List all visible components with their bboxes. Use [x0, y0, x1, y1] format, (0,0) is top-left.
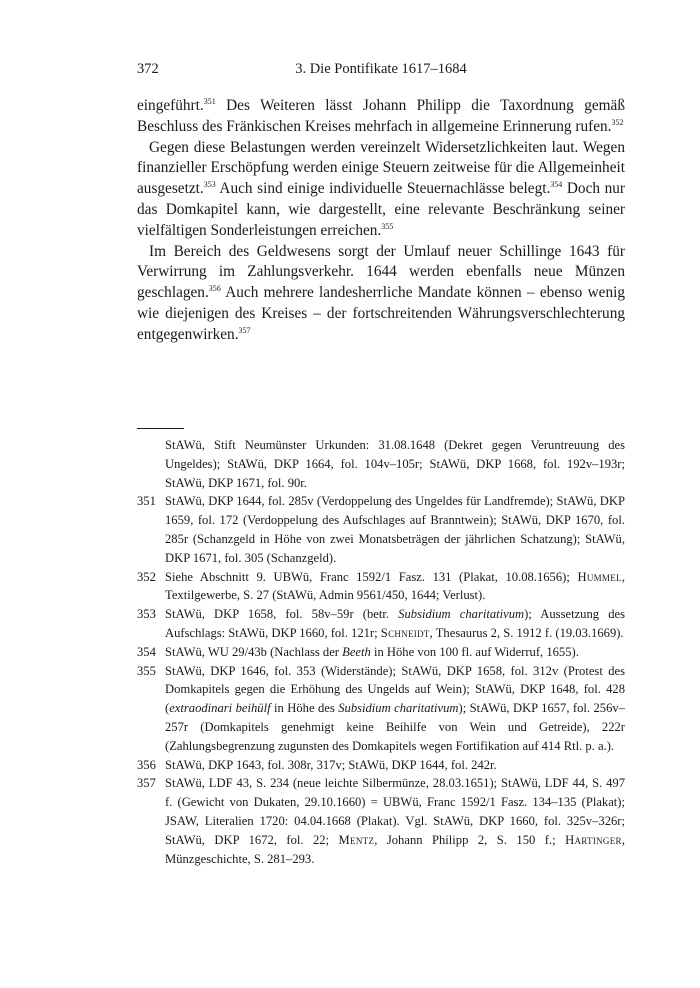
- footnote-ref-357: 357: [238, 325, 251, 335]
- footnote-357: 357 StAWü, LDF 43, S. 234 (neue leichte Silbermünze, 28.03.1651); StAWü, LDF 44, S. 497 f. (Gewicht von Dukaten, 29.10.1660) = UBWü, Franc 1592/1 Fasz. 134–135 (Plakat); JSAW, Literalien 1720: 04.04.1668 (Plakat). Vgl. StAWü, DKP 1660, fol. 325v–326r; StAWü, DKP 1672, fol. 22; Mentz, Johann Philipp 2, S. 150 f.; Hartinger, Münzgeschichte, S. 281–293.: [137, 776, 625, 866]
- footnote-353: 353 StAWü, DKP 1658, fol. 58v–59r (betr. Subsidium charitativum); Aussetzung des Aufschlags: StAWü, DKP 1660, fol. 121r; Schneidt, Thesaurus 2, S. 1912 f. (19.03.1669).: [137, 607, 625, 640]
- footnote-separator: [137, 428, 184, 429]
- main-text: [137, 96, 625, 346]
- page-header: [137, 61, 625, 83]
- footnote-ref-351: 351: [203, 96, 216, 106]
- footnote-ref-355: 355: [381, 221, 394, 231]
- paragraph-3: Im Bereich des Geldwesens sorgt der Umlauf neuer Schillinge 1643 für Verwirrung im Zahlungsverkehr. 1644 werden ebenfalls neue Münzen geschlagen.$^{356}$ Auch mehrere landesherrliche Mandate können – ebenso wenig wie diejenigen des Kreises – der fortschreitenden Währungsverschlechterung entgegenwirken.$^{357}$: [137, 242, 625, 343]
- footnote-356: 356 StAWü, DKP 1643, fol. 308r, 317v; StAWü, DKP 1644, fol. 242r.: [137, 757, 497, 772]
- footnote-351: 351 StAWü, DKP 1644, fol. 285v (Verdoppelung des Ungeldes für Landfremde); StAWü, DKP 1659, fol. 172 (Verdoppelung des Aufschlages auf Branntwein); StAWü, DKP 1670, fol. 285r (Schanzgeld in Höhe von zwei Monatsbeträgen der jährlichen Schatzung); StAWü, DKP 1671, fol. 305 (Schanzgeld).: [137, 494, 625, 565]
- footnote-ref-353: 353: [203, 180, 216, 190]
- footnote-continuation: StAWü, Stift Neumünster Urkunden: 31.08.1648 (Dekret gegen Veruntreuung des Ungeldes); StAWü, DKP 1664, fol. 104v–105r; StAWü, DKP 1668, fol. 192v–193r; StAWü, DKP 1671, fol. 90r.: [165, 438, 625, 490]
- footnotes: [137, 436, 625, 868]
- paragraph-2: Gegen diese Belastungen werden vereinzelt Widersetzlichkeiten laut. Wegen finanzieller Erschöpfung werden einige Steuern zeitweise für die Allgemeinheit ausgesetzt.$^{353}$ Auch sind einige individuelle Steuernachlässe belegt.$^{354}$ Doch nur das Domkapitel kann, wie dargestellt, eine relevante Beschränkung seiner vielfältigen Sonderleistungen erreichen.$^{355}$: [137, 138, 625, 239]
- footnote-ref-352: 352: [611, 117, 624, 127]
- page-number: 372: [137, 61, 159, 77]
- paragraph-1: eingeführt.$^{351}$ Des Weiteren lässt Johann Philipp die Taxordnung gemäß Beschluss des Fränkischen Kreises mehrfach in allgemeine Erinnerung rufen.$^{352}$: [137, 96, 625, 135]
- running-title: 3. Die Pontifikate 1617–1684: [295, 61, 467, 77]
- footnote-352: 352 Siehe Abschnitt 9. UBWü, Franc 1592/1 Fasz. 131 (Plakat, 10.08.1656); Hummel, Textilgewerbe, S. 27 (StAWü, Admin 9561/450, 1644; Verlust).: [137, 569, 625, 603]
- footnote-355: 355 StAWü, DKP 1646, fol. 353 (Widerstände); StAWü, DKP 1658, fol. 312v (Protest des Domkapitels gegen die Erhöhung des Ungelds auf Wein); StAWü, DKP 1648, fol. 428 (extraodinari beihülf in Höhe des Subsidium charitativum); StAWü, DKP 1657, fol. 256v–257r (Domkapitels genehmigt keine Beihilfe von Wein und Getreide), 222r (Zahlungsbegrenzung zugunsten des Domkapitels wegen Fortifikation auf 414 Rtl. p. a.).: [137, 663, 625, 753]
- footnote-ref-356: 356: [208, 284, 221, 294]
- footnote-354: 354 StAWü, WU 29/43b (Nachlass der Beeth in Höhe von 100 fl. auf Widerruf, 1655).: [137, 644, 579, 659]
- footnote-ref-354: 354: [550, 180, 563, 190]
